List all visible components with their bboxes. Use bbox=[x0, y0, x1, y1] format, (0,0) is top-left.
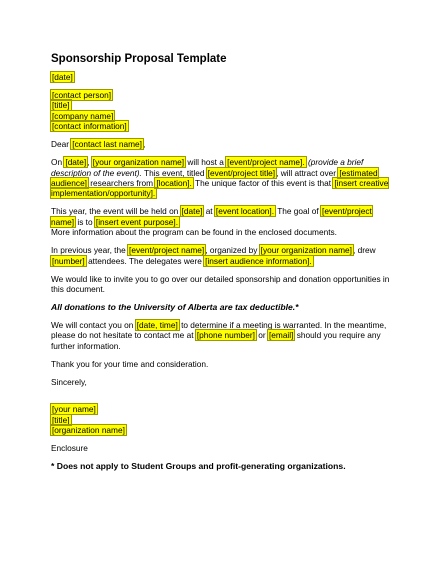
footnote: * Does not apply to Student Groups and profit-generating organizations. bbox=[51, 461, 346, 472]
thanks-line: Thank you for your time and consideration. bbox=[51, 358, 209, 369]
contact-person-placeholder: [contact person] bbox=[52, 90, 112, 100]
document-title: Sponsorship Proposal Template bbox=[51, 53, 227, 65]
company-name-placeholder: [company name] bbox=[52, 110, 114, 121]
phone-number-placeholder: [phone number] bbox=[196, 330, 255, 341]
paragraph-previous-year: In previous year, the [event/project name], organized by [your organization name], drew [number] attendees. The delegates were [insert audience information]. bbox=[51, 245, 376, 266]
event-title-placeholder: [event/project title] bbox=[207, 167, 276, 178]
letter-body bbox=[51, 72, 391, 479]
recipient-block bbox=[51, 72, 391, 82]
contact-last-name-placeholder: [contact last name] bbox=[72, 139, 142, 150]
email-placeholder: [email] bbox=[268, 330, 294, 341]
event-name-placeholder: [event/project name] bbox=[51, 206, 372, 227]
title-placeholder: [title] bbox=[52, 414, 70, 425]
organization-name-placeholder: [organization name] bbox=[52, 425, 125, 436]
date-placeholder: [date] bbox=[65, 157, 87, 168]
event-purpose-placeholder: [insert event purpose]. bbox=[95, 216, 179, 227]
tax-deductible-notice: All donations to the University of Alberta are tax deductible.* bbox=[51, 302, 299, 313]
paragraph-event-details: This year, the event will be held on [date] at [event location]. The goal of [event/project name] is to [insert event purpose]. More information about the program can be found in the enclosed documents. bbox=[51, 206, 372, 238]
enclosure-line: Enclosure bbox=[51, 443, 88, 454]
closing-line: Sincerely, bbox=[51, 376, 87, 387]
signature-block bbox=[51, 404, 391, 435]
contact-information-placeholder: [contact information] bbox=[52, 121, 127, 132]
paragraph-contact: We will contact you on [date, time] to determine if a meeting is warranted. In the meantime, please do not hesitate to contact me at [phone number] or [email] should you require any further information. bbox=[51, 320, 387, 351]
your-name-placeholder: [your name] bbox=[52, 404, 96, 415]
creative-opportunity-placeholder: [insert creative implementation/opportunity]. bbox=[51, 178, 389, 199]
location-placeholder: [location]. bbox=[156, 178, 192, 189]
number-placeholder: [number] bbox=[52, 255, 85, 266]
audience-information-placeholder: [insert audience information]. bbox=[205, 255, 312, 266]
recipient-address bbox=[51, 90, 391, 132]
event-name-placeholder: [event/project name]. bbox=[227, 157, 305, 168]
estimated-audience-placeholder: [estimated audience] bbox=[51, 167, 378, 189]
event-name-placeholder: [event/project name] bbox=[129, 245, 205, 256]
date-time-placeholder: [date, time] bbox=[136, 320, 178, 331]
event-location-placeholder: [event location]. bbox=[215, 206, 275, 217]
salutation: Dear [contact last name], bbox=[51, 139, 146, 150]
organization-name-placeholder: [your organization name] bbox=[260, 245, 352, 256]
organization-name-placeholder: [your organization name] bbox=[92, 157, 185, 168]
date-placeholder: [date] bbox=[181, 206, 203, 217]
paragraph-invitation: We would like to invite you to go over our detailed sponsorship and donation opportunities in this document. bbox=[51, 273, 390, 295]
date-placeholder: [date] bbox=[52, 72, 73, 82]
brief-description-instruction: (provide a brief description of the event). bbox=[51, 157, 364, 178]
title-placeholder: [title] bbox=[52, 100, 70, 111]
paragraph-event-intro: On [date], [your organization name] will host a [event/project name]. (provide a brief description of the event). This event, titled [event/project title], will attract over [estimated audience] researchers from [location]. The unique factor of this event is that [insert creative implementation/opportunity]. bbox=[51, 157, 389, 199]
